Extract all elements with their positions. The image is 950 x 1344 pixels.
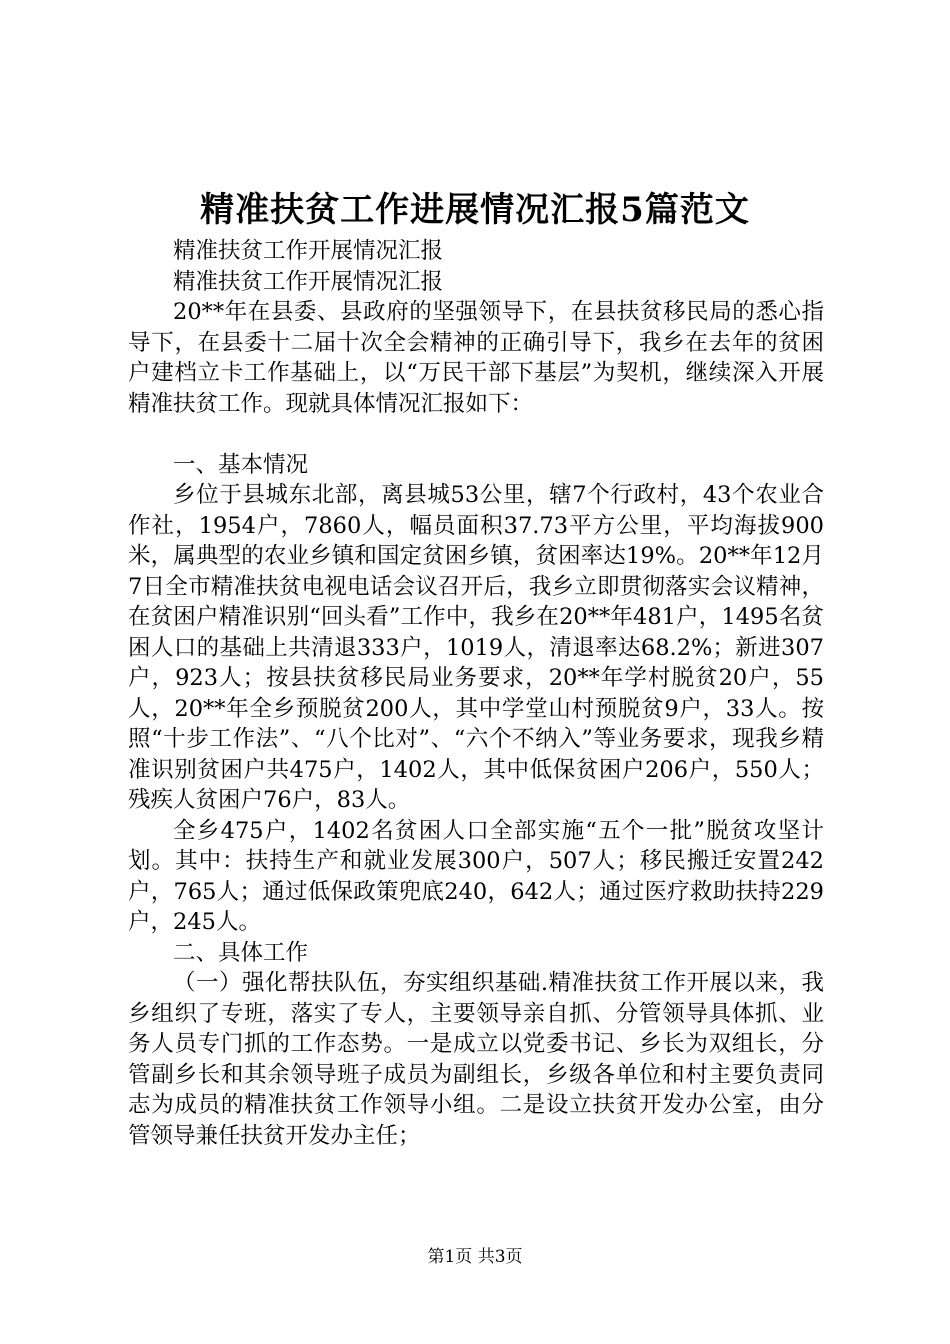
section-heading-work: 二、具体工作 <box>173 939 309 966</box>
blank-line <box>128 419 824 450</box>
page-footer: 第1页 共3页 <box>427 1247 523 1267</box>
team-paragraph: （一）强化帮扶队伍，夯实组织基础.精准扶贫工作开展以来，我乡组织了专班，落实了专人，主要领导亲自抓、分管领导具体抓、业务人员专门抓的工作态势。一是成立以党委书记、乡长为双组长，分管副乡长和其余领导班子成员为副组长，乡级各单位和村主要负责同志为成员的精准扶贫工作领导小组。二是设立扶贫开发办公室，由分管领导兼任扶贫开发办主任； <box>128 970 824 1149</box>
document-title: 精准扶贫工作进展情况汇报5篇范文 <box>200 190 750 230</box>
section-heading-basic: 一、基本情况 <box>173 451 309 478</box>
five-batch-paragraph: 全乡475户，1402名贫困人口全部实施“五个一批”脱贫攻坚计划。其中：扶持生产和就业发展300户，507人；移民搬迁安置242户，765人；通过低保政策兜底240，642人；通过医疗救助扶持229户，245人。 <box>128 817 824 935</box>
subtitle-line-1: 精准扶贫工作开展情况汇报 <box>173 238 444 264</box>
basic-situation-paragraph: 乡位于县城东北部，离县城53公里，辖7个行政村，43个农业合作社，1954户，7860人，幅员面积37.73平方公里，平均海拔900米，属典型的农业乡镇和国定贫困乡镇，贫困率达19%。20**年12月7日全市精准扶贫电视电话会议召开后，我乡立即贯彻落实会议精神，在贫困户精准识别“回头看”工作中，我乡在20**年481户，1495名贫困人口的基础上共清退333户，1019人，清退率达68.2%；新进307户，923人；按县扶贫移民局业务要求，20**年学村脱贫20户，55人，20**年全乡预脱贫200人，其中学堂山村预脱贫9户，33人。按照“十步工作法”、“八个比对”、“六个不纳入”等业务要求，现我乡精准识别贫困户共475户，1402人，其中低保贫困户206户，550人；残疾人贫困户76户，83人。 <box>128 482 824 813</box>
intro-paragraph: 20**年在县委、县政府的坚强领导下，在县扶贫移民局的悉心指导下，在县委十二届十次全会精神的正确引导下，我乡在去年的贫困户建档立卡工作基础上，以“万民干部下基层”为契机，继续深入开展精准扶贫工作。现就具体情况汇报如下： <box>128 299 824 417</box>
subtitle-line-2: 精准扶贫工作开展情况汇报 <box>173 268 444 295</box>
document-body <box>128 236 824 1151</box>
